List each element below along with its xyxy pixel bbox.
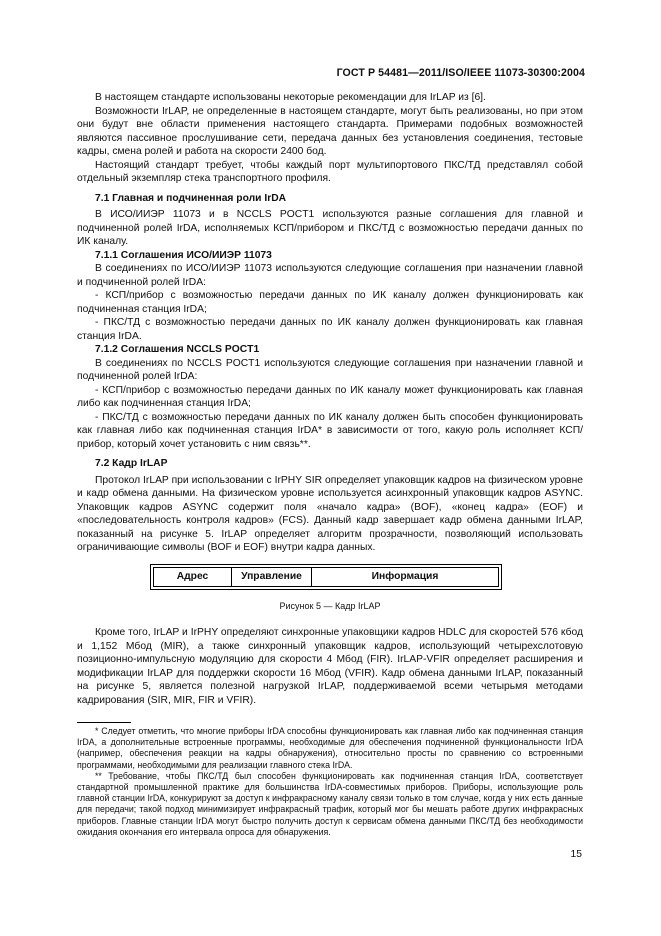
standard-header: ГОСТ Р 54481—2011/ISO/IEEE 11073-30300:2004	[336, 67, 585, 79]
subsection-heading-7-1-2: 7.1.2 Соглашения NCCLS POCT1	[95, 344, 260, 355]
list-item: - КСП/прибор с возможностью передачи данных по ИК каналу может функционировать как главная либо как подчиненная станция IrDA;	[77, 384, 583, 409]
figure-5	[77, 564, 583, 592]
frame-field-address: Адрес	[176, 570, 209, 582]
paragraph: В соединениях по ИСО/ИИЭР 11073 используются следующие соглашения при назначении главной и подчиненной ролей IrDA:	[77, 263, 583, 288]
section-heading-7-2: 7.2 Кадр IrLAP	[95, 458, 168, 469]
paragraph: В настоящем стандарте использованы некоторые рекомендации для IrLAP из [6].	[95, 92, 486, 103]
paragraph: Кроме того, IrLAP и IrPHY определяют синхронные упаковщики кадров HDLC для скоростей 576 кбод и 1,152 Мбод (MIR), а также синхронный упаковщик кадров, использующий четырехслотовую позиционно-импульсную модуляцию для скорости 4 Мбод (FIR). IrLAP-VFIR определяет расширения и модификации IrLAP для поддержки скорости 16 Мбод (VFIR). Кадр обмена данными IrLAP, показанный на рисунке 5, является полезной нагрузкой IrLAP, поддерживаемой всеми четырьмя методами кадрирования (SIR, MIR, FIR и VFIR).	[77, 627, 583, 706]
paragraph: В соединениях по NCCLS POCT1 используются следующие соглашения при назначении главной и подчиненной ролей IrDA:	[77, 357, 583, 382]
list-item: - ПКС/ТД с возможностью передачи данных по ИК каналу должен функционировать как главная станция IrDA.	[77, 317, 583, 342]
subsection-heading-7-1-1: 7.1.1 Соглашения ИСО/ИИЭР 11073	[95, 249, 272, 261]
figure-caption: Рисунок 5 — Кадр IrLAP	[279, 600, 381, 611]
section-heading-7-1: 7.1 Главная и подчиненная роли IrDA	[95, 192, 287, 204]
page-number: 15	[570, 849, 582, 860]
frame-field-control: Управление	[231, 568, 311, 586]
footnote-separator	[77, 722, 131, 723]
paragraph: Настоящий стандарт требует, чтобы каждый порт мультипортового ПКС/ТД представлял собой отдельный экземпляр стека транспортного профиля.	[77, 159, 583, 184]
list-item: - КСП/прибор с возможностью передачи данных по ИК каналу должен функционировать как подчиненная станция IrDA;	[77, 290, 583, 315]
footnote: ** Требование, чтобы ПКС/ТД был способен функционировать как подчиненная станция IrDA, соответствует стандартной промышленной практике для большинства IrDA-совместимых приборов. Приборы, использующие роль главной станции IrDA, конкурируют за доступ к инфракрасному каналу связи только в том случае, когда у них есть данные для передачи; такой подход минимизирует инфракрасный трафик, который мог бы мешать работе других инфракрасных приборов. Главные станции IrDA могут быстро получить доступ к сервисам обмена данными ПКС/ТД без необходимости ожидания окончания его интервала опроса для обнаружения.	[77, 770, 583, 837]
footnote: * Следует отметить, что многие приборы IrDA способны функционировать как главная либо как подчиненная станция IrDA, а дополнительные встроенные программы, необходимые для обеспечения подчиненной функциональности IrDA (например, обеспечения реакции на кадры обнаружения), относительно просты по сравнению со встроенными программами, необходимыми для реализации главного стека IrDA.	[77, 726, 583, 770]
paragraph: В ИСО/ИИЭР 11073 и в NCCLS POCT1 используются разные соглашения для главной и подчиненной ролей IrDA, исполняемых КСП/прибором и ПКС/ТД с возможностью передачи данных по ИК каналу.	[77, 209, 583, 247]
main-text	[77, 91, 583, 838]
paragraph: Возможности IrLAP, не определенные в настоящем стандарте, могут быть реализованы, но при этом они будут вне области применения настоящего стандарта. Примерами подобных возможностей являются пассивное прослушивание сети, передача данных без установления соединения, тестовые кадры, смена ролей и работа на скорости 2400 бод.	[77, 105, 583, 157]
list-item: - ПКС/ТД с возможностью передачи данных по ИК каналу должен быть способен функционировать как главная либо как подчиненная станция IrDA* в зависимости от того, какую роль исполняет КСП/прибор, который хочет установить с ним связь**.	[77, 411, 583, 450]
paragraph: Протокол IrLAP при использовании с IrPHY SIR определяет упаковщик кадров на физическом уровне и кадр обмена данными. На физическом уровне используется асинхронный упаковщик кадров ASYNC. Упаковщик кадров ASYNC содержит поля «начало кадра» (BOF), «конец кадра» (EOF) и «последовательность контроля кадров» (FCS). Данный кадр завершает кадр обмена данными IrLAP, показанный на рисунке 5. IrLAP определяет алгоритм прозрачности, позволяющий использовать ограничивающие символы (BOF и EOF) внутри кадра данных.	[77, 474, 583, 553]
frame-field-information: Информация	[311, 568, 498, 586]
footnotes	[77, 726, 583, 838]
irlap-frame-diagram	[150, 564, 502, 590]
